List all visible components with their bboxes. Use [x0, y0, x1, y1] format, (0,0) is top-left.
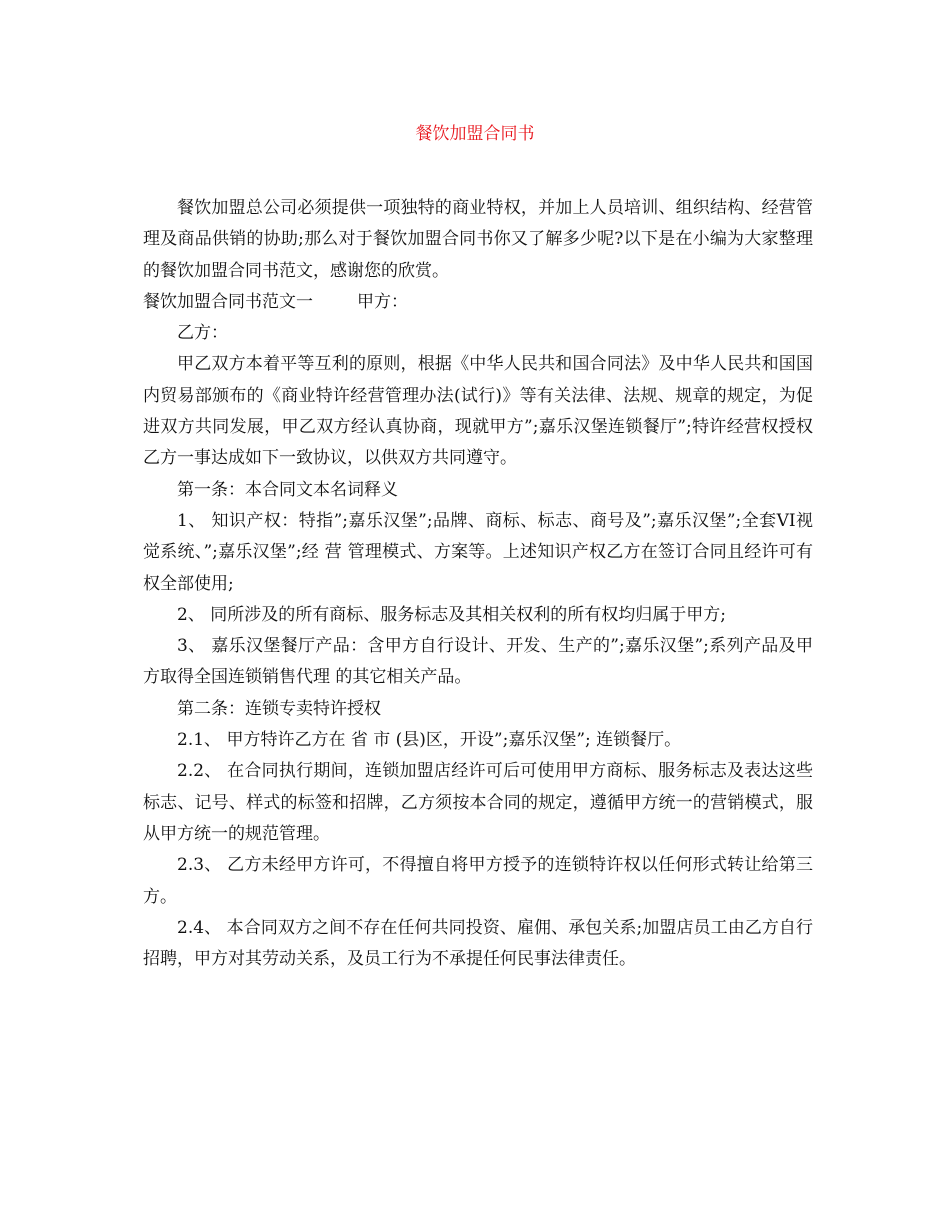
document-body — [143, 193, 813, 975]
sample-heading: 餐饮加盟合同书范文一 — [143, 291, 313, 312]
sample-heading-line — [143, 287, 813, 318]
article-2-item: 2.3、 乙方未经甲方许可，不得擅自将甲方授予的连锁特许权以任何形式转让给第三方。 — [143, 855, 813, 907]
document-title: 餐饮加盟合同书 — [415, 124, 535, 144]
article-1-item: 1、 知识产权：特指”;嘉乐汉堡”;品牌、商标、标志、商号及”;嘉乐汉堡”;全套VI视觉系统、”;嘉乐汉堡”;经 营 管理模式、方案等。上述知识产权乙方在签订合同且经许可有权全部使用; — [143, 510, 813, 594]
intro-paragraph: 餐饮加盟总公司必须提供一项独特的商业特权，并加上人员培训、组织结构、经营管理及商品供销的协助;那么对于餐饮加盟合同书你又了解多少呢?以下是在小编为大家整理的餐饮加盟合同书范文，感谢您的欣赏。 — [143, 198, 813, 281]
article-2-item: 2.1、 甲方特许乙方在 省 市 (县)区，开设”;嘉乐汉堡”; 连锁餐厅。 — [177, 730, 682, 751]
article-1-item: 2、 同所涉及的所有商标、服务标志及其相关权利的所有权均归属于甲方; — [177, 604, 726, 625]
article-2-title: 第二条：连锁专卖特许授权 — [177, 698, 381, 719]
party-a-label: 甲方： — [357, 291, 408, 312]
party-b-label: 乙方： — [177, 323, 228, 344]
article-1-title: 第一条：本合同文本名词释义 — [177, 479, 398, 500]
preamble-paragraph: 甲乙双方本着平等互利的原则，根据《中华人民共和国合同法》及中华人民共和国国内贸易部颁布的《商业特许经营管理办法(试行)》等有关法律、法规、规章的规定，为促进双方共同发展，甲乙双方经认真协商，现就甲方”;嘉乐汉堡连锁餐厅”;特许经营权授权乙方一事达成如下一致协议，以供双方共同遵守。 — [143, 354, 813, 469]
article-1-item: 3、 嘉乐汉堡餐厅产品：含甲方自行设计、开发、生产的”;嘉乐汉堡”;系列产品及甲方取得全国连锁销售代理 的其它相关产品。 — [143, 636, 813, 688]
article-2-item: 2.2、 在合同执行期间，连锁加盟店经许可后可使用甲方商标、服务标志及表达这些标志、记号、样式的标签和招牌，乙方须按本合同的规定，遵循甲方统一的营销模式，服从甲方统一的规范管理。 — [143, 761, 813, 844]
article-2-item: 2.4、 本合同双方之间不存在任何共同投资、雇佣、承包关系;加盟店员工由乙方自行招聘，甲方对其劳动关系，及员工行为不承提任何民事法律责任。 — [143, 917, 813, 970]
